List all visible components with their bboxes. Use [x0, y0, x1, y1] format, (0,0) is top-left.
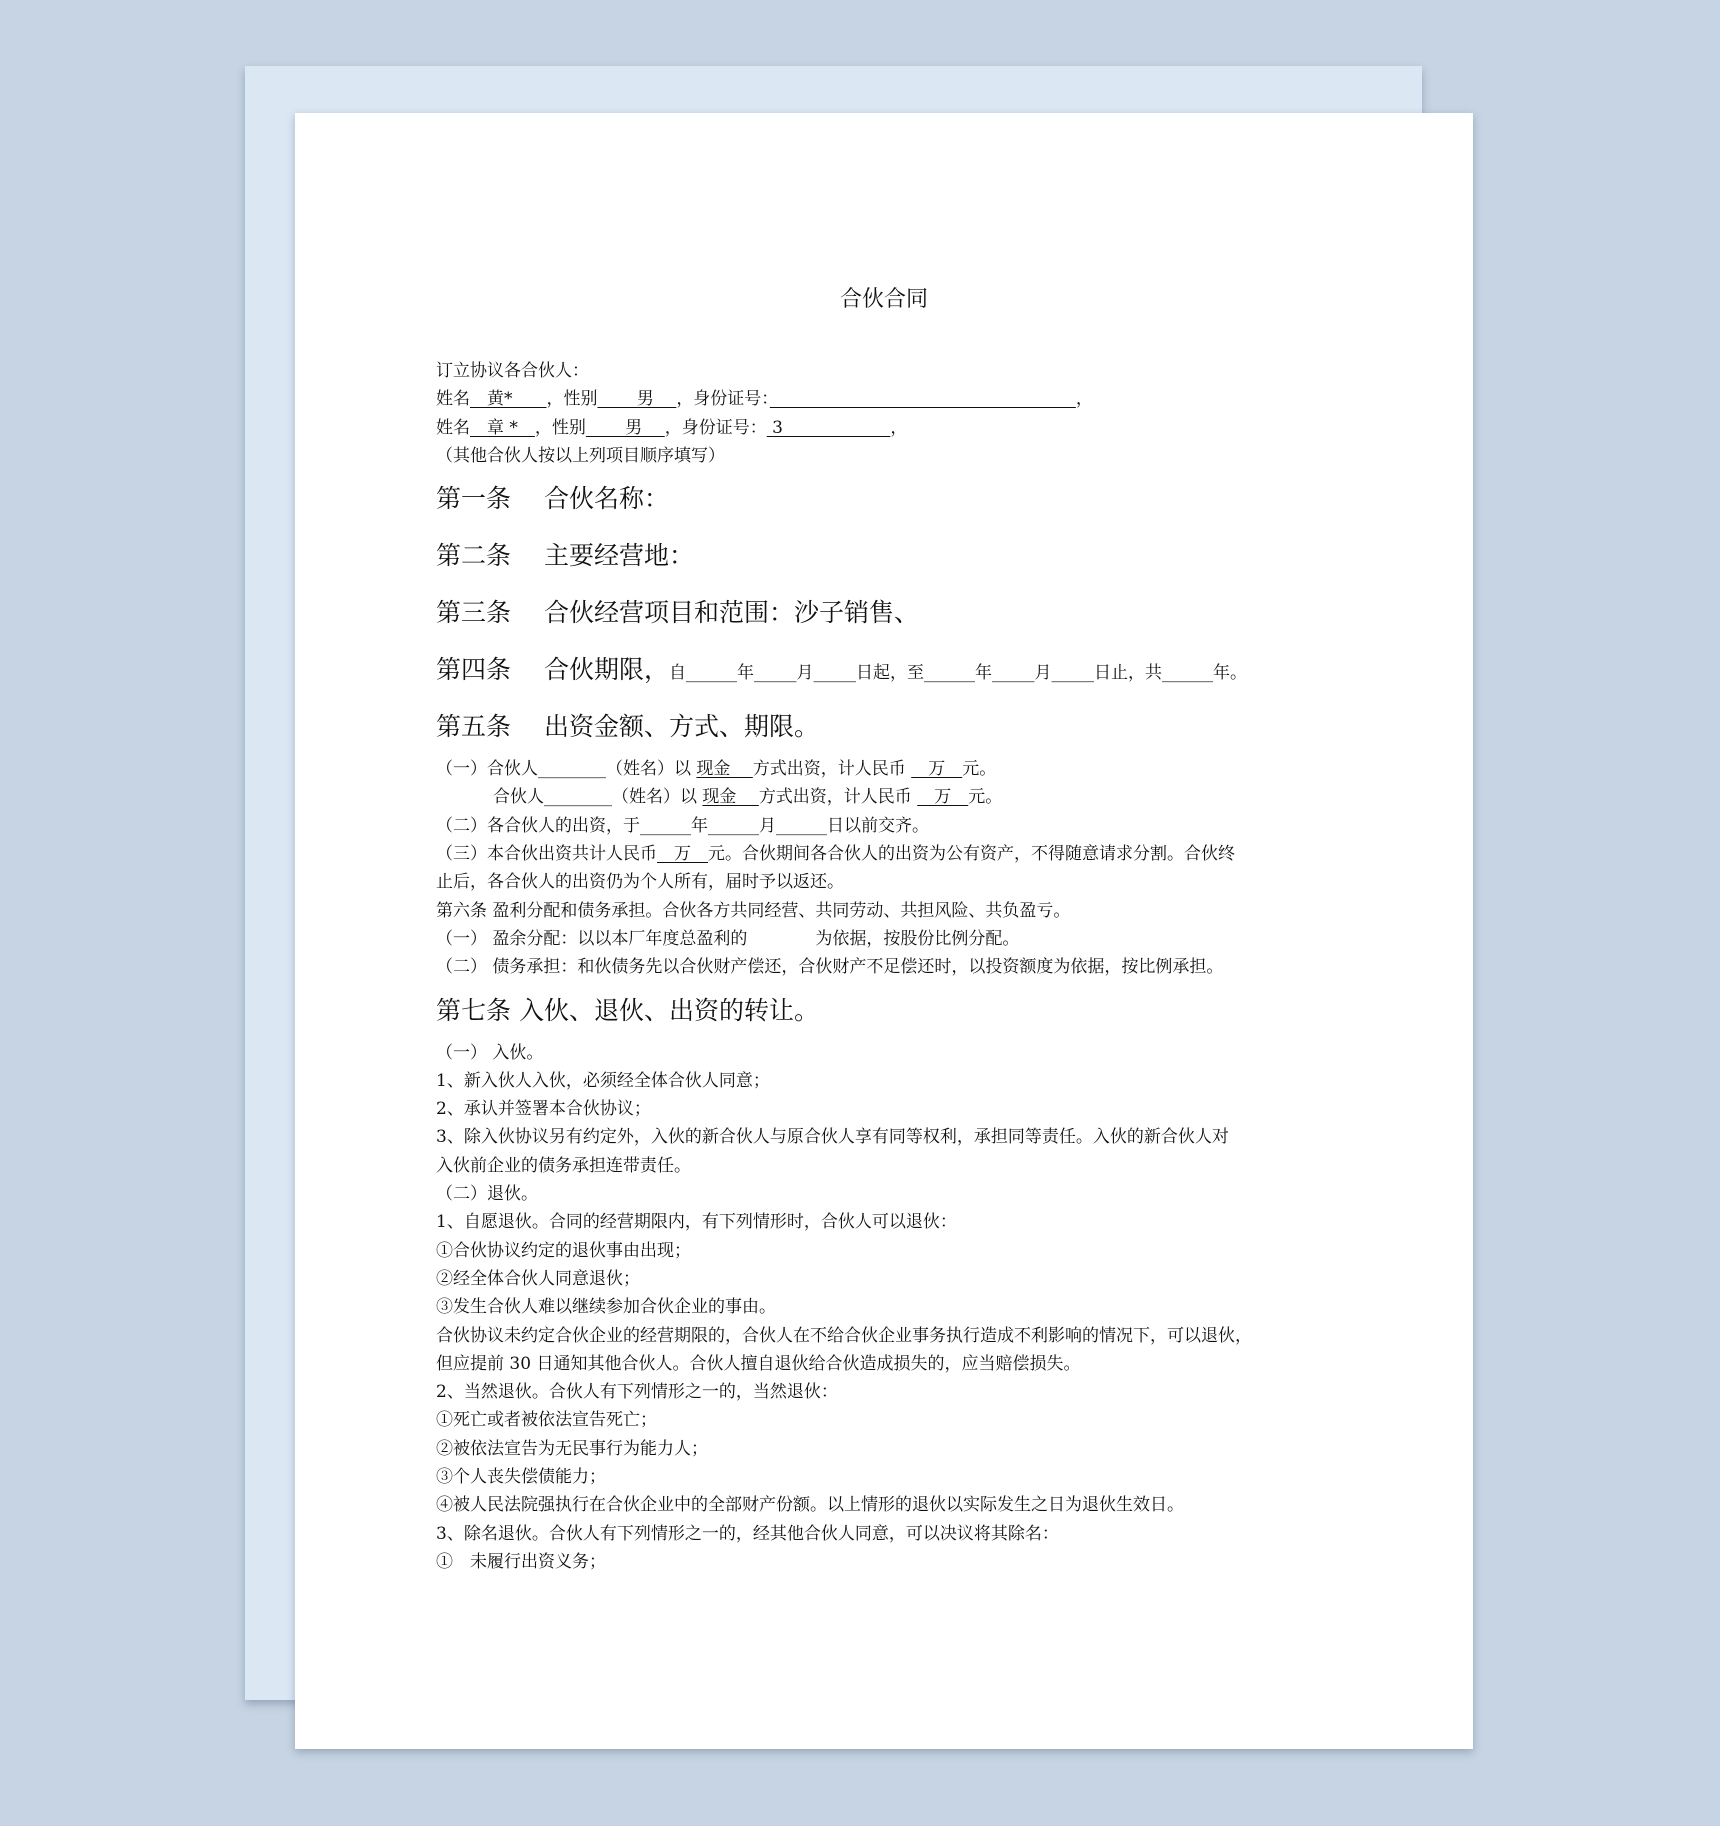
text-segment: 第五条 出资金额、方式、期限。: [436, 712, 819, 742]
text-segment: （二） 债务承担：和伙债务先以合伙财产偿还，合伙财产不足偿还时，以投资额度为依据，按比例承担。: [436, 957, 1224, 978]
text-segment: ，: [890, 417, 908, 438]
text-segment: 元。: [962, 759, 997, 780]
text-segment: 元。合伙期间各合伙人的出资为公有资产，不得随意请求分割。合伙终: [708, 844, 1235, 865]
text-segment: 但应提前 30 日通知其他合伙人。合伙人擅自退伙给合伙造成损失的，应当赔偿损失。: [436, 1353, 1081, 1374]
paragraph-line: [436, 1491, 1356, 1519]
article-heading: [436, 470, 1356, 527]
text-segment: ，身份证号：: [676, 389, 770, 410]
paragraph-line: [436, 1406, 1356, 1434]
article-heading: [436, 698, 1356, 755]
document-body: [436, 357, 1356, 1576]
paragraph-line: [436, 1463, 1356, 1491]
filled-blank: 现金: [702, 787, 759, 808]
text-segment: ① 未履行出资义务；: [436, 1551, 606, 1572]
paragraph-line: [436, 1095, 1356, 1123]
filled-blank: 黄*: [470, 389, 547, 410]
text-segment: 方式出资，计人民币: [758, 787, 918, 808]
paragraph-line: [436, 1123, 1356, 1151]
paragraph-line: [436, 897, 1356, 925]
text-segment: ④被人民法院强执行在合伙企业中的全部财产份额。以上情形的退伙以实际发生之日为退伙生效日。: [436, 1495, 1184, 1516]
paragraph-line: [436, 1322, 1356, 1350]
text-segment: ，: [1075, 389, 1093, 410]
text-segment: 第三条 合伙经营项目和范围：沙子销售、: [436, 598, 919, 628]
paragraph-line: [436, 1435, 1356, 1463]
paragraph-line: [436, 1067, 1356, 1095]
text-segment: 第四条 合伙期限，: [436, 655, 669, 685]
text-segment: 元。: [968, 787, 1003, 808]
paragraph-line: [436, 442, 1356, 470]
paragraph-line: [436, 925, 1356, 953]
text-segment: 止后，各合伙人的出资仍为个人所有，届时予以返还。: [436, 872, 844, 893]
text-segment: 合伙人________（姓名）以: [493, 787, 703, 808]
paragraph-line: [436, 1520, 1356, 1548]
text-segment: 订立协议各合伙人：: [436, 361, 589, 381]
text-segment: （二）退伙。: [436, 1184, 538, 1205]
filled-blank: 3: [766, 417, 891, 438]
text-segment: ，性别: [546, 389, 598, 410]
text-segment: 入伙前企业的债务承担连带责任。: [436, 1155, 691, 1176]
text-segment: ③发生合伙人难以继续参加合伙企业的事由。: [436, 1297, 776, 1318]
text-segment: ②被依法宣告为无民事行为能力人；: [436, 1438, 708, 1459]
filled-blank: 万: [917, 787, 969, 808]
text-segment: ①合伙协议约定的退伙事由出现；: [436, 1240, 691, 1261]
paragraph-line: [436, 414, 1356, 442]
paragraph-line: [436, 1350, 1356, 1378]
filled-blank: 章 *: [470, 417, 535, 438]
paragraph-line: [436, 385, 1356, 413]
filled-blank: 男: [597, 389, 677, 410]
paragraph-line: [436, 1039, 1356, 1067]
paragraph-line: [436, 1180, 1356, 1208]
text-segment: （其他合伙人按以上列项目顺序填写）: [436, 445, 725, 466]
paragraph-line: [436, 1293, 1356, 1321]
paragraph-line: [436, 357, 1356, 385]
paragraph-line: [436, 840, 1356, 868]
text-segment: 第七条 入伙、退伙、出资的转让。: [436, 995, 819, 1025]
paragraph-line: [436, 1208, 1356, 1236]
article-heading: [436, 641, 1356, 698]
text-segment: 自______年_____月_____日起，至______年_____月_____日止，共______年。: [668, 663, 1247, 684]
text-segment: ③个人丧失偿债能力；: [436, 1467, 606, 1488]
text-segment: 3、除名退伙。合伙人有下列情形之一的，经其他合伙人同意，可以决议将其除名：: [436, 1523, 1059, 1544]
text-segment: ①死亡或者被依法宣告死亡；: [436, 1410, 657, 1431]
text-segment: ，性别: [534, 417, 586, 438]
text-segment: 姓名: [436, 417, 470, 438]
paragraph-line: [436, 1378, 1356, 1406]
paragraph-line: [436, 755, 1356, 783]
text-segment: 1、自愿退伙。合同的经营期限内，有下列情形时，合伙人可以退伙：: [436, 1212, 957, 1233]
paragraph-line: [436, 1548, 1356, 1576]
text-segment: ，身份证号：: [664, 417, 767, 438]
text-segment: （一） 盈余分配：以以本厂年度总盈利的 为依据，按股份比例分配。: [436, 928, 1020, 949]
text-segment: 第二条 主要经营地：: [436, 541, 694, 571]
paragraph-line: [436, 868, 1356, 896]
text-segment: （三）本合伙出资共计人民币: [436, 844, 657, 865]
text-segment: ②经全体合伙人同意退伙；: [436, 1268, 640, 1289]
paragraph-line: [436, 1152, 1356, 1180]
filled-blank: 万: [657, 844, 708, 865]
filled-blank: 男: [585, 417, 665, 438]
document-title: 合伙合同: [839, 287, 928, 312]
text-segment: 姓名: [436, 389, 470, 410]
text-segment: （二）各合伙人的出资，于______年______月______日以前交齐。: [436, 815, 929, 836]
text-segment: 合伙协议未约定合伙企业的经营期限的，合伙人在不给合伙企业事务执行造成不利影响的情况下，可以退伙，: [436, 1325, 1252, 1346]
text-segment: 1、新入伙人入伙，必须经全体合伙人同意；: [436, 1070, 770, 1091]
paragraph-line: [436, 783, 1356, 811]
text-segment: 2、当然退伙。合伙人有下列情形之一的，当然退伙：: [436, 1382, 838, 1403]
text-segment: 方式出资，计人民币: [752, 759, 912, 780]
text-segment: （一） 入伙。: [436, 1042, 544, 1063]
filled-blank: [770, 389, 1076, 409]
filled-blank: 万: [911, 759, 963, 780]
article-heading: [436, 527, 1356, 584]
paragraph-line: [436, 812, 1356, 840]
filled-blank: 现金: [696, 759, 753, 780]
paragraph-line: [436, 1237, 1356, 1265]
paragraph-line: [436, 953, 1356, 981]
article-heading: [436, 982, 1356, 1039]
text-segment: 第一条 合伙名称：: [436, 484, 669, 514]
text-segment: 第六条 盈利分配和债务承担。合伙各方共同经营、共同劳动、共担风险、共负盈亏。: [436, 900, 1071, 921]
text-segment: 2、承认并签署本合伙协议；: [436, 1099, 651, 1120]
article-heading: [436, 584, 1356, 641]
text-segment: （一）合伙人________（姓名）以: [436, 759, 697, 780]
paragraph-line: [436, 1265, 1356, 1293]
text-segment: 3、除入伙协议另有约定外，入伙的新合伙人与原合伙人享有同等权利，承担同等责任。入伙的新合伙人对: [436, 1127, 1229, 1148]
